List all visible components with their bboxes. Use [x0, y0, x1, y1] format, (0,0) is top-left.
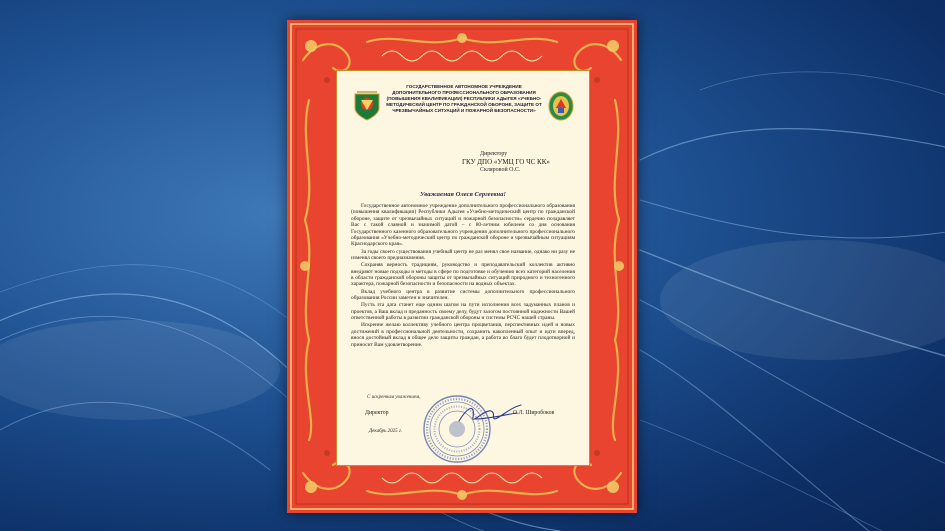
- recipient-role: Директору: [480, 151, 508, 157]
- recipient-organization: ГКУ ДПО «УМЦ ГО ЧС КК»: [462, 158, 550, 166]
- paragraph-1: Государственное автономное учреждение дополнительного профессионального образования (повышения квалификации) Республики Адыгея «Учебно-методический центр по гражданской обороне, защите от чрезвычайных ситуаций и пожарной безопасности» сердечно поздравляет Вас с такой славной и значимой датой – с 80-летним юбилеем со дня основания Государственного казенного образовательного учреждения дополнительного профессионального образования «Учебно-методический центр по гражданской обороне и чрезвычайным ситуациям Краснодарского края».: [351, 203, 575, 248]
- organization-emblem-icon: [547, 90, 575, 122]
- letter-header: [353, 84, 575, 126]
- salutation: Уважаемая Олеся Сергеевна!: [420, 191, 506, 198]
- organization-header: ГОСУДАРСТВЕННОЕ АВТОНОМНОЕ УЧРЕЖДЕНИЕ ДОПОЛНИТЕЛЬНОГО ПРОФЕССИОНАЛЬНОГО ОБРАЗОВАНИЯ (ПОВЫШЕНИЯ КВАЛИФИКАЦИИ) РЕСПУБЛИКИ АДЫГЕЯ «УЧЕБНО-МЕТОДИЧЕСКИЙ ЦЕНТР ПО ГРАЖДАНСКОЙ ОБОРОНЕ, ЗАЩИТЕ ОТ ЧРЕЗВЫЧАЙНЫХ СИТУАЦИЙ И ПОЖАРНОЙ БЕЗОПАСНОСТИ»: [386, 84, 542, 113]
- letter-body: [351, 203, 575, 349]
- coat-of-arms-icon: [353, 90, 381, 122]
- paragraph-2: За годы своего существования учебный центр не раз менял свое название, однако ни разу не изменял своего предназначения.: [351, 248, 575, 262]
- paragraph-3: Сохраняя верность традициям, руководство и преподавательский коллектив активно внедряют новые подходы и методы в сфере по подготовке и обучению всех категорий населения в области гражданской обороны защиты от чрезвычайных ситуаций природного и техногенного характера, пожарной безопасности и безопасности на водных объектах.: [351, 262, 575, 288]
- signer-role: Директор: [365, 410, 389, 416]
- recipient-block: [462, 150, 574, 174]
- paragraph-6: Искренне желаю коллективу учебного центра процветания, перспективных идей и новых достижений в профессиональной деятельности, сохранить накопленный опыт и идти вперед, внося достойный вклад в общее дело защиты граждан, а работа во благо будет плодотворной и приносит Вам удовлетворение.: [351, 322, 575, 348]
- recipient-name: Скляровой О.С.: [480, 167, 521, 173]
- letter-paper: [336, 70, 590, 466]
- certificate-letter: [287, 20, 637, 513]
- paragraph-5: Пусть эта дата станет еще одним шагом на пути исполнения всех задуманных планов и проектов, а Ваш вклад и преданность своему делу, будут залогом постоянной надежности Вашей ответственной работы в развитии гражданской обороны и системы РСЧС нашей страны.: [351, 302, 575, 322]
- signer-name: О.Л. Широбоков: [513, 410, 555, 416]
- letter-date: Декабрь 2025 г.: [369, 429, 403, 434]
- paragraph-4: Вклад учебного центра в развитие системы дополнительного профессионального образования России заметен и значителен.: [351, 288, 575, 302]
- closing-phrase: С искренним уважением,: [367, 395, 421, 400]
